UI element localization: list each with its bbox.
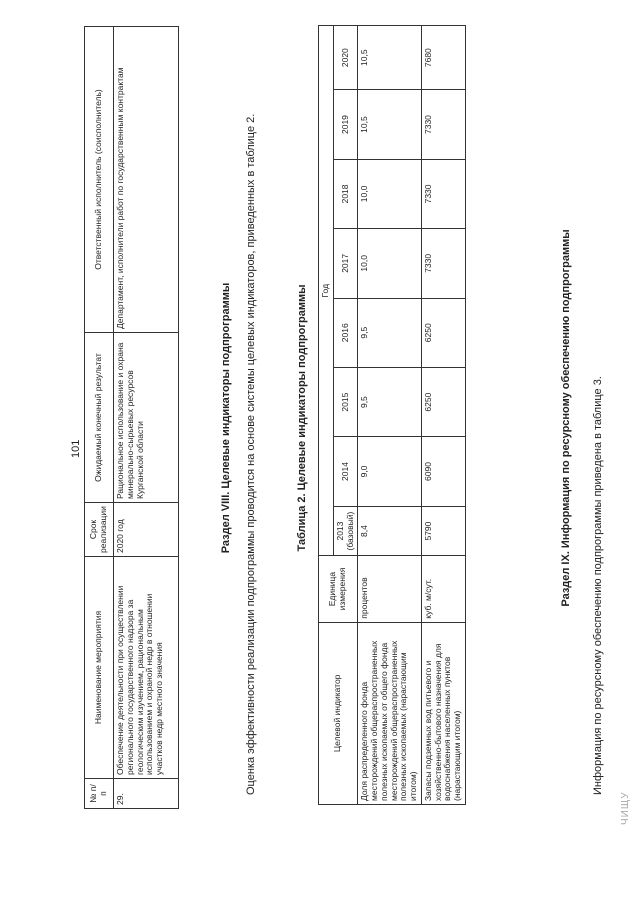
table-row: [358, 26, 422, 805]
col-unit: Единица измерения: [319, 556, 358, 622]
year-header: 2013 (базовый): [333, 506, 358, 556]
activity-name: Обеспечение деятельности при осуществлении регионального государственного надзора за геологическим изучением, рациональным использованием и охраной недр в отношении участков недр местного значения: [114, 557, 179, 779]
margin-mark: ЧИЩУ: [620, 791, 631, 825]
indicator-value: 8,4: [358, 506, 422, 556]
indicator-value: 9,0: [358, 437, 422, 506]
year-header: 2016: [333, 298, 358, 367]
year-header: 2014: [333, 437, 358, 506]
year-header: 2018: [333, 159, 358, 228]
col-number: № п/п: [85, 779, 114, 809]
indicator-name: Запасы подземных вод питьевого и хозяйственно-бытового назначения для водоснабжения населенных пунктов (нарастающим итогом): [421, 622, 465, 804]
activity-executor: Департамент, исполнители работ по государственным контрактам: [114, 27, 179, 333]
section-8-intro: Оценка эффективности реализации подпрограммы проводится на основе системы целевых индикаторов, приведенных в таблице 2.: [245, 113, 257, 795]
indicator-value: 7330: [421, 159, 465, 228]
indicator-value: 9,5: [358, 298, 422, 367]
indicator-value: 6250: [421, 298, 465, 367]
year-header: 2015: [333, 367, 358, 436]
indicator-value: 6090: [421, 437, 465, 506]
indicator-value: 10,5: [358, 26, 422, 90]
indicator-value: 7330: [421, 90, 465, 159]
indicator-unit: куб. м/сут.: [421, 556, 465, 622]
indicators-table: [318, 25, 466, 805]
section-9-title: Раздел IX. Информация по ресурсному обеспечению подпрограммы: [560, 229, 572, 607]
row-number: 29.: [114, 779, 179, 809]
indicators-header-row: [319, 26, 334, 805]
col-result: Ожидаемый конечный результат: [85, 333, 114, 503]
indicator-value: 5790: [421, 506, 465, 556]
table-2-title: Таблица 2. Целевые индикаторы подпрограммы: [296, 284, 308, 552]
col-indicator: Целевой индикатор: [319, 622, 358, 804]
col-term: Срок реализации: [85, 503, 114, 557]
activity-term: 2020 год: [114, 503, 179, 557]
indicator-value: 10,0: [358, 229, 422, 298]
indicator-value: 7330: [421, 229, 465, 298]
table-row: [114, 27, 179, 809]
activity-result: Рациональное использование и охрана минерально-сырьевых ресурсов Курганской области: [114, 333, 179, 503]
indicator-value: 6250: [421, 367, 465, 436]
indicator-name: Доля распределенного фонда месторождений общераспространенных полезных ископаемых от общего фонда месторождений общераспространенных полезных ископаемых (нарастающим итогом): [358, 622, 422, 804]
indicator-value: 7680: [421, 26, 465, 90]
col-executor: Ответственный исполнитель (соисполнитель): [85, 27, 114, 333]
section-8-title: Раздел VIII. Целевые индикаторы подпрограммы: [220, 282, 232, 554]
activities-table: [84, 26, 179, 809]
indicator-value: 10,0: [358, 159, 422, 228]
activities-header-row: [85, 27, 114, 809]
col-year-group: Год: [319, 26, 334, 556]
indicator-unit: процентов: [358, 556, 422, 622]
col-activity-name: Наименование мероприятия: [85, 557, 114, 779]
indicator-value: 9,5: [358, 367, 422, 436]
year-header: 2020: [333, 26, 358, 90]
section-9-intro: Информация по ресурсному обеспечению подпрограммы приведена в таблице 3.: [592, 376, 604, 795]
year-header: 2017: [333, 229, 358, 298]
page-number: 101: [70, 439, 82, 458]
indicator-value: 10,5: [358, 90, 422, 159]
table-row: [421, 26, 465, 805]
year-header: 2019: [333, 90, 358, 159]
